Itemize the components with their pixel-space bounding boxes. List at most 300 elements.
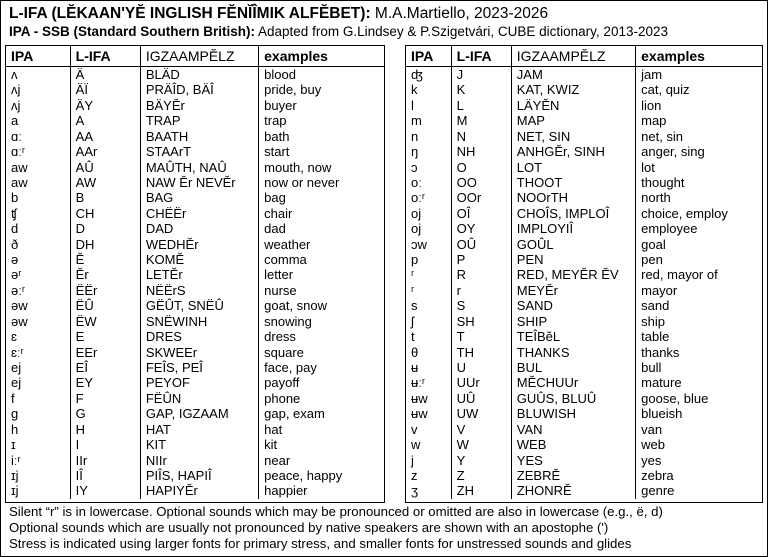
ipa-cell: ʒ [411, 483, 419, 499]
lifa-cell: ZH [451, 483, 511, 498]
example-cell: mature [636, 375, 762, 390]
example-cell: trap [259, 113, 384, 128]
example-cell: pen [636, 252, 762, 267]
lifa-cell: V [451, 422, 511, 437]
example-cell: goose, blue [636, 391, 762, 406]
spelling-cell: NET, SIN [511, 129, 635, 144]
ipa-cell: l [411, 97, 414, 113]
spelling-cell: MAP [511, 113, 635, 128]
ipa-cell: ɔw [411, 236, 427, 252]
table-row [406, 360, 762, 375]
ipa-cell: t [411, 329, 415, 345]
ipa-cell: ð [11, 236, 19, 252]
lifa-cell: Z [451, 468, 511, 483]
example-cell: map [636, 113, 762, 128]
lifa-cell: E [70, 329, 140, 344]
spelling-cell: KAT, KWIZ [511, 82, 635, 97]
lifa-cell: ÄÏ [70, 82, 140, 97]
ipa-cell: f [11, 390, 15, 406]
ipa-cell: m [411, 113, 422, 129]
table-row [406, 82, 762, 97]
example-cell: dad [259, 221, 384, 236]
example-cell: dress [259, 329, 384, 344]
spelling-cell: KOMĔ [140, 252, 258, 267]
spelling-cell: IMPLOYIÎ [511, 221, 635, 236]
spelling-cell: NIIr [140, 453, 258, 468]
lifa-cell: OOr [451, 190, 511, 205]
ipa-cell: p [411, 252, 419, 268]
lifa-cell: U [451, 360, 511, 375]
spelling-cell: BLÄD [140, 67, 258, 83]
example-cell: jam [636, 67, 762, 83]
table-row [406, 329, 762, 344]
table-row [6, 360, 384, 375]
example-cell: blood [259, 67, 384, 83]
lifa-cell: Ĕ [70, 252, 140, 267]
table-row [406, 67, 762, 83]
ipa-cell: ʌj [11, 97, 21, 113]
table-row [6, 267, 384, 282]
lifa-cell: IY [70, 483, 140, 498]
example-cell: start [259, 144, 384, 159]
table-row [6, 283, 384, 298]
spelling-cell: KIT [140, 437, 258, 452]
table-row [6, 314, 384, 329]
table-row [6, 329, 384, 344]
ipa-cell: ɛ [11, 329, 17, 345]
spelling-cell: THANKS [511, 345, 635, 360]
example-cell: buyer [259, 98, 384, 113]
header-lifa: L-IFA [70, 46, 140, 67]
table-row [6, 206, 384, 221]
table-row [6, 98, 384, 113]
ipa-cell: j [411, 452, 414, 468]
example-cell: web [636, 437, 762, 452]
lifa-cell: EY [70, 375, 140, 390]
lifa-cell: ËÛ [70, 298, 140, 313]
lifa-cell: EEr [70, 345, 140, 360]
table-row [6, 67, 384, 83]
example-cell: payoff [259, 375, 384, 390]
spelling-cell: WEDHĔr [140, 237, 258, 252]
right-table-frame [405, 45, 763, 503]
example-cell: hat [259, 422, 384, 437]
spelling-cell: CHËËr [140, 206, 258, 221]
table-row [406, 283, 762, 298]
lifa-cell: AA [70, 129, 140, 144]
example-cell: table [636, 329, 762, 344]
ipa-cell: oj [411, 205, 422, 221]
lifa-cell: ËW [70, 314, 140, 329]
ipa-cell: əw [11, 313, 28, 329]
table-row [6, 298, 384, 313]
example-cell: pride, buy [259, 82, 384, 97]
example-cell: goal [636, 237, 762, 252]
example-cell: near [259, 453, 384, 468]
lifa-cell: IÎ [70, 468, 140, 483]
table-row [406, 206, 762, 221]
title-line-1-rest: M.A.Martiello, 2023-2026 [370, 5, 549, 22]
example-cell: thanks [636, 345, 762, 360]
spelling-cell: MĔCHUUr [511, 375, 635, 390]
ipa-cell: θ [411, 344, 419, 360]
table-row [406, 345, 762, 360]
spelling-cell: GËÛT, SNËÛ [140, 298, 258, 313]
example-cell: choice, employ [636, 206, 762, 221]
title-line-1-bold: L-IFA (LĔKAAN'YĔ INGLISH FĔNĬÎMIK ALFĔBET): [9, 5, 371, 22]
header-ipa: IPA [6, 46, 70, 67]
example-cell: comma [259, 252, 384, 267]
lifa-cell: CH [70, 206, 140, 221]
spelling-cell: DRES [140, 329, 258, 344]
lifa-cell: UW [451, 406, 511, 421]
header-lifa: L-IFA [451, 46, 511, 67]
ipa-cell: ɪ [11, 437, 16, 453]
lifa-cell: AW [70, 175, 140, 190]
example-cell: weather [259, 237, 384, 252]
example-cell: net, sin [636, 129, 762, 144]
example-cell: blueish [636, 406, 762, 421]
example-cell: zebra [636, 468, 762, 483]
lifa-cell: F [70, 391, 140, 406]
example-cell: peace, happy [259, 468, 384, 483]
spelling-cell: BUL [511, 360, 635, 375]
table-row [6, 468, 384, 483]
table-row [406, 406, 762, 421]
ipa-cell: oː [411, 174, 422, 190]
lifa-cell: I [70, 437, 140, 452]
ipa-cell: ɑːʳ [11, 144, 25, 160]
example-cell: snowing [259, 314, 384, 329]
example-cell: mouth, now [259, 160, 384, 175]
table-row [406, 113, 762, 128]
left-table [6, 46, 384, 499]
left-table-header-row [6, 46, 384, 67]
ipa-cell: w [411, 437, 421, 453]
lifa-cell: A [70, 113, 140, 128]
table-row [6, 483, 384, 498]
spelling-cell: BAATH [140, 129, 258, 144]
footer-line-1: Silent “r” is in lowercase. Optional sounds which may be pronounced or omitted are also in lowercase (e.g., ë, d) [9, 504, 663, 519]
lifa-cell: AAr [70, 144, 140, 159]
spelling-cell: LOT [511, 160, 635, 175]
lifa-cell: SH [451, 314, 511, 329]
spelling-cell: WEB [511, 437, 635, 452]
ipa-cell: ɪj [11, 483, 19, 499]
table-row [6, 252, 384, 267]
table-row [6, 82, 384, 97]
table-row [6, 160, 384, 175]
table-row [406, 160, 762, 175]
ipa-cell: əʳ [11, 267, 22, 283]
example-cell: square [259, 345, 384, 360]
lifa-cell: B [70, 190, 140, 205]
spelling-cell: RED, MEYĔR ĔV [511, 267, 635, 282]
example-cell: bull [636, 360, 762, 375]
spelling-cell: DAD [140, 221, 258, 236]
spelling-cell: VAN [511, 422, 635, 437]
ipa-cell: ʌ [11, 67, 18, 82]
lifa-cell: Y [451, 453, 511, 468]
ipa-cell: ʧ [11, 205, 17, 221]
spelling-cell: MAÛTH, NAÛ [140, 160, 258, 175]
spelling-cell: HAPIYĔr [140, 483, 258, 498]
example-cell: bag [259, 190, 384, 205]
example-cell: kit [259, 437, 384, 452]
ipa-cell: ʉw [411, 390, 428, 406]
table-row [406, 267, 762, 282]
left-table-frame [5, 45, 385, 503]
lifa-cell: ÄY [70, 98, 140, 113]
example-cell: lion [636, 98, 762, 113]
spelling-cell: SAND [511, 298, 635, 313]
spelling-cell: ZEBRĔ [511, 468, 635, 483]
lifa-cell: UUr [451, 375, 511, 390]
ipa-cell: əw [11, 298, 28, 314]
header-spelling: IGZAAMPĔLZ [511, 46, 635, 67]
spelling-cell: ANHGĔr, SINH [511, 144, 635, 159]
ipa-cell: oj [411, 221, 422, 237]
table-row [6, 113, 384, 128]
ipa-cell: d [11, 221, 19, 237]
right-table [406, 46, 762, 499]
table-row [406, 453, 762, 468]
example-cell: gap, exam [259, 406, 384, 421]
ipa-cell: ɑː [11, 128, 22, 144]
spelling-cell: BLUWISH [511, 406, 635, 421]
table-row [406, 98, 762, 113]
ipa-cell: n [411, 128, 419, 144]
spelling-cell: FËÛN [140, 391, 258, 406]
table-row [406, 237, 762, 252]
table-row [6, 129, 384, 144]
spelling-cell: NAW Ĕr NEVĔr [140, 175, 258, 190]
ipa-cell: v [411, 421, 418, 437]
example-cell: happier [259, 483, 384, 498]
lifa-cell: D [70, 221, 140, 236]
lifa-cell: T [451, 329, 511, 344]
spelling-cell: SHIP [511, 314, 635, 329]
lifa-cell: L [451, 98, 511, 113]
table-row [406, 175, 762, 190]
example-cell: face, pay [259, 360, 384, 375]
lifa-cell: H [70, 422, 140, 437]
ipa-cell: ʳ [411, 267, 415, 283]
spelling-cell: MEYĔr [511, 283, 635, 298]
ipa-cell: a [11, 113, 19, 129]
table-row [406, 468, 762, 483]
spelling-cell: BÄYĔr [140, 98, 258, 113]
spelling-cell: TEÎBĕL [511, 329, 635, 344]
table-row [406, 422, 762, 437]
lifa-cell: O [451, 160, 511, 175]
table-row [406, 437, 762, 452]
example-cell: ship [636, 314, 762, 329]
lifa-cell: UÛ [451, 391, 511, 406]
table-row [6, 345, 384, 360]
footer-line-2: Optional sounds which are usually not pronounced by native speakers are shown with an apostophe (') [9, 520, 609, 535]
header-examples: examples [259, 46, 384, 67]
table-row [6, 422, 384, 437]
ipa-cell: s [411, 298, 418, 314]
table-row [6, 406, 384, 421]
example-cell: cat, quiz [636, 82, 762, 97]
lifa-cell: W [451, 437, 511, 452]
ipa-cell: ʤ [411, 67, 423, 82]
lifa-cell: OO [451, 175, 511, 190]
spelling-cell: SNËWINH [140, 314, 258, 329]
spelling-cell: PEN [511, 252, 635, 267]
example-cell: genre [636, 483, 762, 498]
title-line-2-bold: IPA - SSB (Standard Southern British): [9, 24, 256, 39]
example-cell: sand [636, 298, 762, 313]
table-row [406, 483, 762, 498]
example-cell: chair [259, 206, 384, 221]
title-line-1 [9, 5, 548, 23]
right-table-header-row [406, 46, 762, 67]
spelling-cell: NËËrS [140, 283, 258, 298]
spelling-cell: GOÛL [511, 237, 635, 252]
spelling-cell: YES [511, 453, 635, 468]
table-row [406, 391, 762, 406]
lifa-cell: ËËr [70, 283, 140, 298]
table-row [6, 453, 384, 468]
lifa-cell: P [451, 252, 511, 267]
ipa-cell: ej [11, 375, 22, 391]
spelling-cell: HAT [140, 422, 258, 437]
example-cell: phone [259, 391, 384, 406]
ipa-cell: ej [11, 360, 22, 376]
table-row [6, 375, 384, 390]
example-cell: bath [259, 129, 384, 144]
ipa-cell: ʌj [11, 82, 21, 98]
table-row [6, 437, 384, 452]
ipa-cell: b [11, 190, 19, 206]
spelling-cell: GUÛS, BLUÛ [511, 391, 635, 406]
spelling-cell: BAG [140, 190, 258, 205]
example-cell: red, mayor of [636, 267, 762, 282]
example-cell: now or never [259, 175, 384, 190]
ipa-cell: ʉːʳ [411, 375, 425, 391]
ipa-cell: g [11, 406, 19, 422]
ipa-cell: aw [11, 174, 28, 190]
example-cell: yes [636, 453, 762, 468]
lifa-cell: OÎ [451, 206, 511, 221]
example-cell: nurse [259, 283, 384, 298]
spelling-cell: TRAP [140, 113, 258, 128]
table-row [6, 190, 384, 205]
table-row [406, 144, 762, 159]
lifa-cell: K [451, 82, 511, 97]
lifa-cell: M [451, 113, 511, 128]
ipa-cell: ʉw [411, 406, 428, 422]
lifa-cell: AÛ [70, 160, 140, 175]
spelling-cell: LETĔr [140, 267, 258, 282]
lifa-cell: IIr [70, 453, 140, 468]
spelling-cell: PEYOF [140, 375, 258, 390]
spelling-cell: CHOÎS, IMPLOÎ [511, 206, 635, 221]
example-cell: letter [259, 267, 384, 282]
table-row [406, 221, 762, 236]
lifa-cell: TH [451, 345, 511, 360]
example-cell: anger, sing [636, 144, 762, 159]
spelling-cell: JAM [511, 67, 635, 83]
ipa-cell: ʳ [411, 282, 415, 298]
lifa-cell: N [451, 129, 511, 144]
table-row [406, 129, 762, 144]
lifa-cell: R [451, 267, 511, 282]
title-line-2-rest: Adapted from G.Lindsey & P.Szigetvári, CUBE dictionary, 2013-2023 [255, 24, 668, 39]
table-row [406, 190, 762, 205]
table-row [6, 144, 384, 159]
table-row [406, 298, 762, 313]
lifa-cell: Ĕr [70, 267, 140, 282]
table-row [6, 237, 384, 252]
lifa-cell: G [70, 406, 140, 421]
example-cell: lot [636, 160, 762, 175]
lifa-cell: r [451, 283, 511, 298]
spelling-cell: PRÄÎD, BÄÎ [140, 82, 258, 97]
spelling-cell: ZHONRĔ [511, 483, 635, 498]
lifa-cell: EÎ [70, 360, 140, 375]
ipa-cell: ə [11, 252, 19, 268]
example-cell: mayor [636, 283, 762, 298]
table-row [6, 391, 384, 406]
spelling-cell: SKWEEr [140, 345, 258, 360]
lifa-cell: OÛ [451, 237, 511, 252]
ipa-cell: ɛːʳ [11, 344, 24, 360]
spelling-cell: STAArT [140, 144, 258, 159]
title-line-2 [9, 24, 668, 39]
table-row [6, 175, 384, 190]
ipa-cell: k [411, 82, 418, 98]
ipa-cell: z [411, 467, 418, 483]
ipa-cell: ɪj [11, 467, 19, 483]
spelling-cell: THOOT [511, 175, 635, 190]
spelling-cell: LÄYĔN [511, 98, 635, 113]
lifa-cell: OY [451, 221, 511, 236]
ipa-cell: əːʳ [11, 282, 25, 298]
ipa-cell: ŋ [411, 144, 419, 160]
spelling-cell: NOOrTH [511, 190, 635, 205]
footer-line-3: Stress is indicated using larger fonts for primary stress, and smaller fonts for unstressed sounds and glides [9, 536, 632, 551]
table-row [406, 375, 762, 390]
example-cell: employee [636, 221, 762, 236]
ipa-cell: ʉ [411, 360, 419, 376]
example-cell: goat, snow [259, 298, 384, 313]
left-table-body [6, 67, 384, 499]
example-cell: thought [636, 175, 762, 190]
header-ipa: IPA [406, 46, 451, 67]
lifa-cell: Ä [70, 67, 140, 83]
example-cell: van [636, 422, 762, 437]
spelling-cell: GAP, IGZAAM [140, 406, 258, 421]
table-row [406, 314, 762, 329]
ipa-cell: ɔ [411, 159, 418, 175]
example-cell: north [636, 190, 762, 205]
ipa-cell: h [11, 421, 19, 437]
ipa-cell: ʃ [411, 313, 414, 329]
ipa-cell: iːʳ [11, 452, 21, 468]
lifa-cell: J [451, 67, 511, 83]
spelling-cell: PIÎS, HAPIÎ [140, 468, 258, 483]
ipa-cell: oːʳ [411, 190, 425, 206]
ipa-cell: aw [11, 159, 28, 175]
right-table-body [406, 67, 762, 499]
header-examples: examples [636, 46, 762, 67]
table-row [406, 252, 762, 267]
lifa-cell: DH [70, 237, 140, 252]
